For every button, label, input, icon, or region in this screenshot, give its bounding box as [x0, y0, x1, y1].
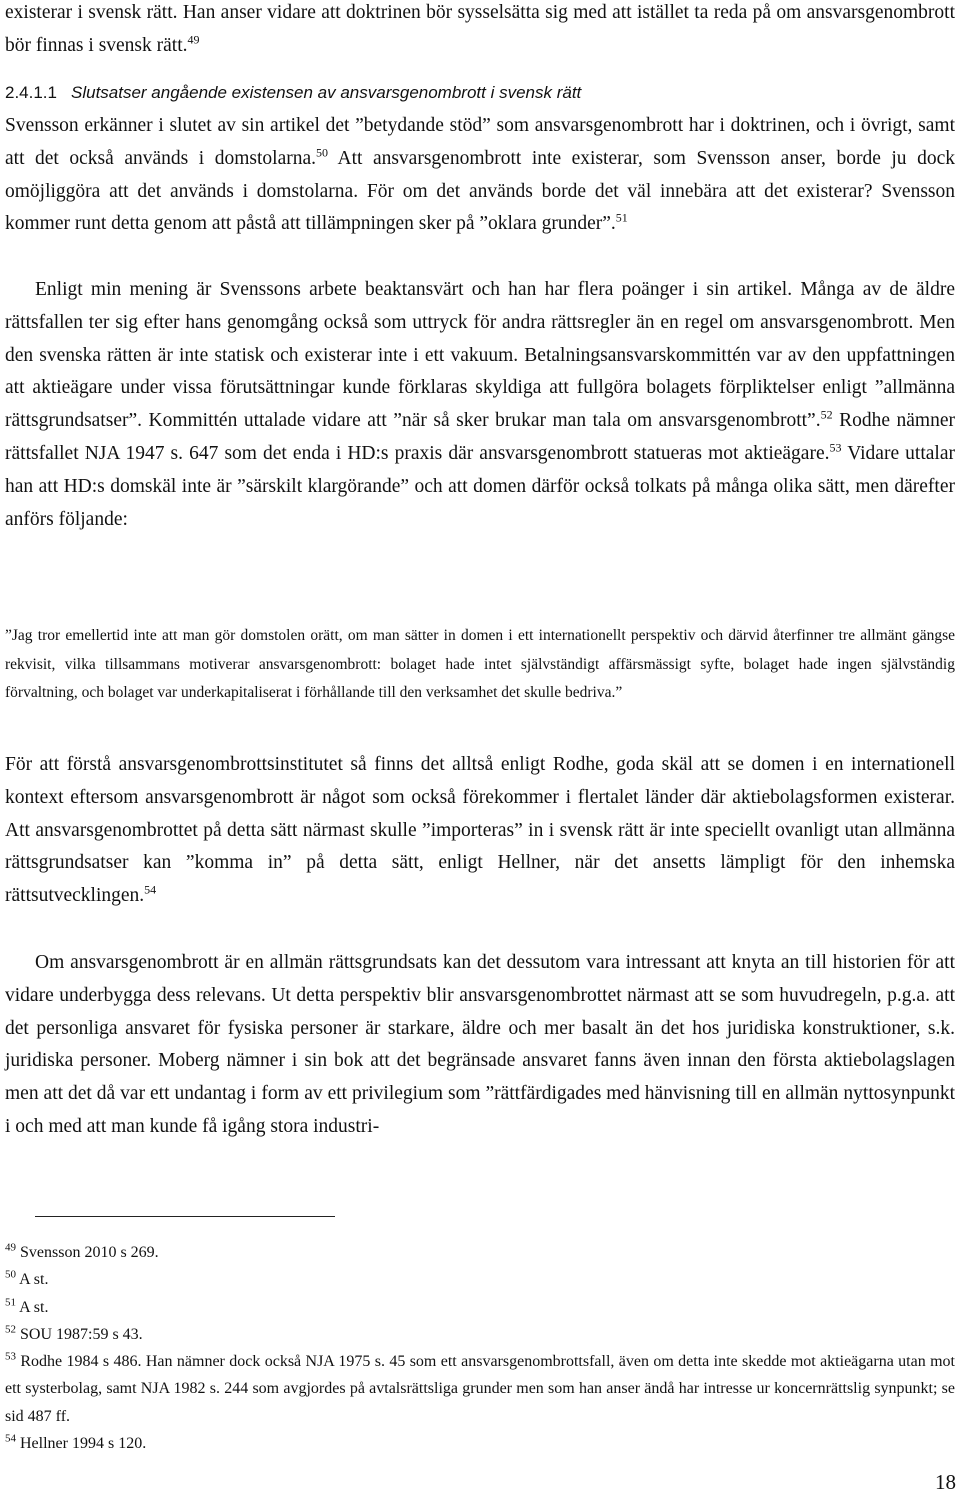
footnote-ref-54: 54 — [144, 882, 157, 897]
footnote-number: 52 — [5, 1323, 16, 1336]
intro-paragraph — [5, 0, 955, 63]
footnote-number: 49 — [5, 1241, 16, 1254]
footnote — [5, 1294, 955, 1321]
paragraph-2 — [5, 274, 955, 536]
footnote-text: Svensson 2010 s 269. — [20, 1244, 159, 1261]
paragraph-1-part-a: Svensson erkänner i slutet av sin artikel det ”betydande stöd” som ansvarsgenombrott har i doktrinen, och i övrigt, samt att det också används i domstolarna. — [5, 115, 955, 169]
footnote-text: A st. — [19, 1271, 49, 1289]
section-title: Slutsatser angående existensen av ansvarsgenombrott i svensk rätt — [71, 83, 582, 102]
footnote — [5, 1266, 955, 1293]
footnote-text: A st. — [19, 1298, 49, 1316]
footnotes — [5, 1239, 955, 1457]
block-quote: ”Jag tror emellertid inte att man gör domstolen orätt, om man sätter in domen i ett internationellt perspektiv och därvid återfinner tre allmänt gängse rekvisit, vilka tillsammans motiverar ansvarsgenombrott: bolaget hade intet självständigt affärsmässigt syfte, bolaget hade ingen självständig förvaltning, och bolaget var underkapitaliserat i förhållande till den verksamhet det skulle bedriva.” — [5, 627, 955, 702]
paragraph-3-text: För att förstå ansvarsgenombrottsinstitutet så finns det alltså enligt Rodhe, goda skäl att se domen i en internationell kontext eftersom ansvarsgenombrott är något som också förekommer i flertalet länder där aktiebolagsformen existerar. Att ansvarsgenombrottet på detta sätt närmast skulle ”importeras” in i svensk rätt är inte speciellt ovanligt utan allmänna rättsgrundsatser kan ”komma in” på detta sätt, enligt Hellner, när det ansetts lämpligt för den inhemska rättsutvecklingen. — [5, 754, 955, 907]
intro-text: existerar i svensk rätt. Han anser vidare att doktrinen bör sysselsätta sig med att istället ta reda på om ansvarsgenombrott bör finnas i svensk rätt. — [5, 2, 955, 56]
footnote-ref-51: 51 — [615, 210, 628, 225]
paragraph-2-part-a: Enligt min mening är Svenssons arbete beaktansvärt och han har flera poänger i sin artikel. Många av de äldre rättsfallen ter sig efter hans genomgång också som uttryck för andra rättsregler än en regel om ansvarsgenombrott. Men den svenska rätten är inte statisk och existerar inte i ett vakuum. Betalningsansvarskommittén var av den uppfattningen att aktieägare under vissa förutsättningar kunde förklaras skyldiga att fullgöra bolagets förpliktelser enligt ”allmänna rättsgrundsatser”. Kommittén uttalade vidare att ”när så sker brukar man tala om ansvarsgenombrott”. — [5, 279, 955, 432]
page-number: 18 — [935, 1470, 956, 1494]
footnote — [5, 1430, 955, 1457]
paragraph-1 — [5, 110, 955, 241]
footnote — [5, 1239, 955, 1266]
footnote-ref-49: 49 — [187, 32, 200, 47]
footnote-text: Rodhe 1984 s 486. Han nämner dock också NJA 1975 s. 45 som ett ansvarsgenombrottsfall, även om detta inte skedde mot aktieägarna utan mot ett systerbolag, samt NJA 1982 s. 244 som avgjordes på avtalsrättsliga grunder men som han anser ändå har intresse ur koncernrättslig synpunkt; se sid 487 ff. — [5, 1353, 955, 1425]
footnote-ref-52: 52 — [820, 407, 833, 422]
footnote-number: 51 — [5, 1296, 16, 1309]
paragraph-4: Om ansvarsgenombrott är en allmän rättsgrundsats kan det dessutom vara intressant att knyta an till historien för att vidare underbygga dess relevans. Ut detta perspektiv blir ansvarsgenombrottet närmast att se som huvudregeln, p.g.a. att det personliga ansvaret för fysiska personer är starkare, äldre och mer basalt än det hos juridiska konstruktioner, s.k. juridiska personer. Moberg nämner i sin bok att det begränsade ansvaret fanns även innan den första aktiebolagslagen men att det då var ett undantag i form av ett privilegium som ”rättfärdigades med hänvisning till en allmän nyttosynpunkt i och med att man kunde få igång stora industri- — [5, 952, 955, 1137]
footnote — [5, 1348, 955, 1430]
footnote-ref-53: 53 — [829, 440, 842, 455]
footnote-text: Hellner 1994 s 120. — [20, 1435, 147, 1453]
paragraph-2-part-b: Rodhe nämner rättsfallet NJA 1947 s. 647 som det enda i HD:s praxis där ansvarsgenombrott statueras mot aktieägare. — [5, 410, 955, 464]
footnote-number: 54 — [5, 1432, 16, 1445]
footnote — [5, 1321, 955, 1348]
footnote-text: SOU 1987:59 s 43. — [20, 1325, 143, 1343]
footnote-ref-50: 50 — [316, 145, 329, 160]
footnote-number: 50 — [5, 1268, 16, 1281]
paragraph-1-part-b: Att ansvarsgenombrott inte existerar, som Svensson anser, borde ju dock omöjliggöra att det används i domstolarna. För om det används borde det väl innebära att det existerar? Svensson kommer runt detta genom att påstå att tillämpningen sker på ”oklara grunder”. — [5, 147, 955, 235]
section-number: 2.4.1.1 — [5, 83, 57, 102]
paragraph-3 — [5, 749, 955, 913]
section-heading — [5, 78, 955, 108]
paragraph-2-part-c: Vidare uttalar han att HD:s domskäl inte är ”särskilt klargörande” och att domen därför också tolkats på många olika sätt, men därefter anförs följande: — [5, 442, 955, 530]
footnote-separator — [35, 1216, 335, 1217]
footnote-number: 53 — [5, 1350, 16, 1363]
